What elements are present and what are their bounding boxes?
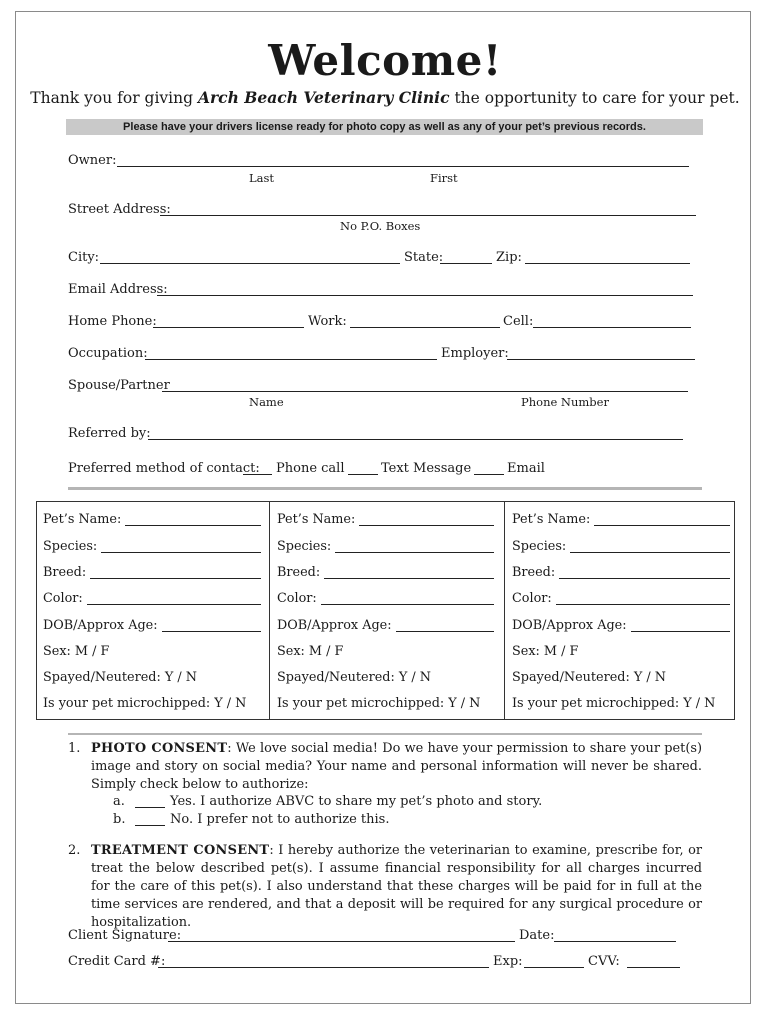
pets-table	[36, 501, 735, 720]
pet-1-input-line[interactable]	[87, 604, 261, 605]
pet-1-input-line[interactable]	[101, 552, 261, 553]
pet-1-field-label: Sex: M / F	[43, 644, 110, 659]
option-b-letter: b.	[113, 812, 126, 827]
pet-1-input-line[interactable]	[125, 525, 261, 526]
pet-2-input-line[interactable]	[396, 631, 494, 632]
pet-3-field-label: Species:	[512, 539, 567, 554]
occupation-field[interactable]	[145, 359, 437, 360]
state-label: State:	[404, 250, 444, 265]
name-sublabel: Name	[249, 395, 284, 409]
street-field[interactable]	[160, 215, 696, 216]
pet-2-field-label: Is your pet microchipped: Y / N	[277, 696, 481, 711]
pet-2-field-label: DOB/Approx Age:	[277, 618, 392, 633]
pet-2-field-label: Pet’s Name:	[277, 512, 356, 527]
exp-label: Exp:	[493, 954, 523, 969]
phone-number-sublabel: Phone Number	[521, 395, 609, 409]
cell-field[interactable]	[533, 327, 691, 328]
pet-2-input-line[interactable]	[321, 604, 494, 605]
pet-1-field-label: Breed:	[43, 565, 87, 580]
pet-1-field-label: Is your pet microchipped: Y / N	[43, 696, 247, 711]
city-label: City:	[68, 250, 100, 265]
pet-3-field-label: Breed:	[512, 565, 556, 580]
work-field[interactable]	[350, 327, 500, 328]
pet-3-field-label: DOB/Approx Age:	[512, 618, 627, 633]
treatment-consent-text: TREATMENT CONSENT: I hereby authorize the veterinarian to examine, prescribe for, or treat the below described pet(s). I assume financial responsibility for all charges incurred for the care of this pet(s). I also understand that these charges will be paid for in full at the time services are rendered, and that a deposit will be required for any surgical procedure or hospitalization.	[91, 843, 703, 930]
home-phone-field[interactable]	[153, 327, 304, 328]
phone-call-check[interactable]	[243, 474, 272, 475]
date-label: Date:	[519, 928, 555, 943]
spouse-label: Spouse/Partner	[68, 378, 170, 393]
zip-label: Zip:	[496, 250, 522, 265]
credit-card-label: Credit Card #:	[68, 954, 166, 969]
pet-3-field-label: Sex: M / F	[512, 644, 579, 659]
cell-label: Cell:	[503, 314, 534, 329]
pet-1-field-label: Color:	[43, 591, 83, 606]
thanks-line: Thank you for giving Arch Beach Veterinary Clinic the opportunity to care for your pet.	[30, 88, 740, 107]
signature-field[interactable]	[168, 941, 515, 942]
authorize-yes-check[interactable]	[135, 807, 165, 808]
state-field[interactable]	[440, 263, 492, 264]
pet-2-field-label: Species:	[277, 539, 332, 554]
signature-label: Client Signature:	[68, 928, 182, 943]
pet-1-field-label: Species:	[43, 539, 98, 554]
pet-3-input-line[interactable]	[559, 578, 730, 579]
photo-consent-text: PHOTO CONSENT: We love social media! Do we have your permission to share your pet(s) image and story on social media? Your name and personal information will never be shared. Simply check below to authorize:	[91, 741, 702, 792]
pet-2-field-label: Spayed/Neutered: Y / N	[277, 670, 431, 685]
option-a-text: Yes. I authorize ABVC to share my pet’s photo and story.	[170, 794, 543, 809]
referred-field[interactable]	[148, 439, 683, 440]
pet-1-field-label: Pet’s Name:	[43, 512, 122, 527]
spouse-field[interactable]	[162, 391, 688, 392]
exp-field[interactable]	[524, 967, 584, 968]
pet-1-input-line[interactable]	[90, 578, 261, 579]
pet-2-input-line[interactable]	[359, 525, 494, 526]
last-sublabel: Last	[249, 171, 275, 185]
contact-option-email: Email	[507, 461, 545, 476]
page-title: Welcome!	[268, 36, 502, 85]
home-phone-label: Home Phone:	[68, 314, 157, 329]
pet-2-input-line[interactable]	[335, 552, 494, 553]
email-field[interactable]	[157, 295, 693, 296]
clinic-name: Arch Beach Veterinary Clinic	[197, 88, 450, 107]
column-divider	[269, 502, 270, 719]
pet-3-field-label: Pet’s Name:	[512, 512, 591, 527]
first-sublabel: First	[430, 171, 458, 185]
option-b-text: No. I prefer not to authorize this.	[170, 812, 390, 827]
records-banner: Please have your drivers license ready for photo copy as well as any of your pet’s previous records.	[66, 119, 703, 135]
pet-1-input-line[interactable]	[162, 631, 261, 632]
credit-card-field[interactable]	[158, 967, 489, 968]
pet-2-field-label: Color:	[277, 591, 317, 606]
cvv-label: CVV:	[588, 954, 620, 969]
authorize-no-check[interactable]	[135, 825, 165, 826]
street-label: Street Address:	[68, 202, 171, 217]
pet-3-field-label: Is your pet microchipped: Y / N	[512, 696, 716, 711]
contact-option-phone: Phone call	[276, 461, 345, 476]
owner-label: Owner:	[68, 153, 117, 168]
owner-field[interactable]	[117, 166, 689, 167]
section-divider	[68, 733, 702, 735]
employer-label: Employer:	[441, 346, 509, 361]
pet-1-field-label: DOB/Approx Age:	[43, 618, 158, 633]
pet-2-field-label: Breed:	[277, 565, 321, 580]
photo-consent-number: 1.	[68, 741, 81, 756]
cvv-field[interactable]	[627, 967, 680, 968]
work-label: Work:	[308, 314, 347, 329]
occupation-label: Occupation:	[68, 346, 148, 361]
treatment-consent-number: 2.	[68, 843, 81, 858]
employer-field[interactable]	[507, 359, 695, 360]
pet-3-field-label: Spayed/Neutered: Y / N	[512, 670, 666, 685]
pet-3-input-line[interactable]	[631, 631, 730, 632]
referred-label: Referred by:	[68, 426, 151, 441]
pet-3-field-label: Color:	[512, 591, 552, 606]
pet-2-input-line[interactable]	[324, 578, 494, 579]
no-po-sublabel: No P.O. Boxes	[340, 219, 421, 233]
city-field[interactable]	[100, 263, 400, 264]
email-check[interactable]	[474, 474, 504, 475]
pet-3-input-line[interactable]	[556, 604, 730, 605]
column-divider	[504, 502, 505, 719]
pet-3-input-line[interactable]	[570, 552, 730, 553]
zip-field[interactable]	[525, 263, 690, 264]
pet-2-field-label: Sex: M / F	[277, 644, 344, 659]
text-message-check[interactable]	[348, 474, 378, 475]
email-label: Email Address:	[68, 282, 168, 297]
pet-1-field-label: Spayed/Neutered: Y / N	[43, 670, 197, 685]
section-divider	[68, 487, 702, 490]
option-a-letter: a.	[113, 794, 125, 809]
contact-option-text: Text Message	[381, 461, 472, 476]
pet-3-input-line[interactable]	[594, 525, 730, 526]
contact-label: Preferred method of contact:	[68, 461, 260, 476]
date-field[interactable]	[554, 941, 676, 942]
